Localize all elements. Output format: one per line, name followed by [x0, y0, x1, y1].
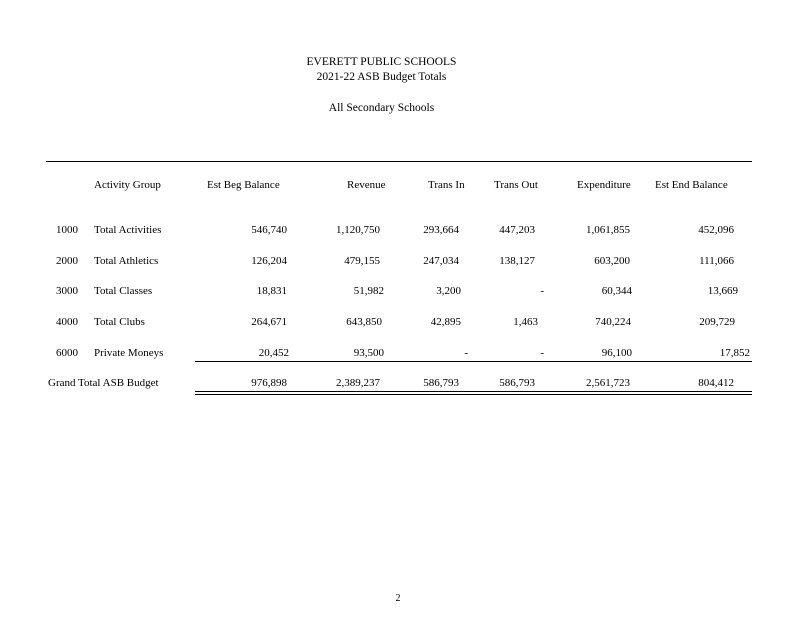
row-rev: 479,155: [344, 255, 380, 267]
col-expenditure: Expenditure: [577, 179, 631, 191]
row-code: 4000: [56, 316, 78, 328]
row-code: 3000: [56, 285, 78, 297]
double-rule-top: [195, 391, 752, 392]
row-beg: 126,204: [251, 255, 287, 267]
row-tin: -: [464, 347, 468, 359]
col-est-end-balance: Est End Balance: [655, 179, 728, 191]
row-beg: 20,452: [258, 347, 289, 359]
top-rule: [46, 161, 752, 162]
row-group: Total Clubs: [94, 316, 145, 328]
row-end: 13,669: [707, 285, 738, 297]
row-tin: 293,664: [423, 224, 459, 236]
grand-total-label: Grand Total ASB Budget: [48, 377, 159, 389]
row-exp: 1,061,855: [586, 224, 630, 236]
row-beg: 264,671: [251, 316, 287, 328]
row-code: 1000: [56, 224, 78, 236]
row-code: 2000: [56, 255, 78, 267]
row-group: Private Moneys: [94, 347, 164, 359]
report-subtitle: All Secondary Schools: [328, 102, 435, 114]
row-code: 6000: [56, 347, 78, 359]
col-est-beg-balance: Est Beg Balance: [207, 179, 280, 191]
row-rev: 51,982: [353, 285, 384, 297]
total-rev: 2,389,237: [336, 377, 380, 389]
row-tout: -: [540, 347, 544, 359]
row-rev: 643,850: [346, 316, 382, 328]
row-tin: 3,200: [436, 285, 461, 297]
row-end: 111,066: [699, 255, 734, 267]
total-beg: 976,898: [251, 377, 287, 389]
total-tout: 586,793: [499, 377, 535, 389]
col-revenue: Revenue: [347, 179, 386, 191]
row-tout: 138,127: [499, 255, 535, 267]
col-trans-out: Trans Out: [494, 179, 538, 191]
row-rev: 1,120,750: [336, 224, 380, 236]
row-tout: -: [540, 285, 544, 297]
row-end: 452,096: [698, 224, 734, 236]
page-number: 2: [395, 593, 401, 604]
col-trans-in: Trans In: [428, 179, 465, 191]
row-exp: 603,200: [594, 255, 630, 267]
row-group: Total Activities: [94, 224, 162, 236]
col-activity-group: Activity Group: [94, 179, 161, 191]
row-end: 17,852: [719, 347, 750, 359]
row-end: 209,729: [699, 316, 735, 328]
row-group: Total Athletics: [94, 255, 159, 267]
row-tin: 247,034: [423, 255, 459, 267]
subtotal-rule: [195, 361, 752, 362]
row-beg: 546,740: [251, 224, 287, 236]
report-title: 2021-22 ASB Budget Totals: [316, 71, 447, 83]
row-tin: 42,895: [430, 316, 461, 328]
row-exp: 96,100: [601, 347, 632, 359]
total-tin: 586,793: [423, 377, 459, 389]
row-tout: 447,203: [499, 224, 535, 236]
org-name: EVERETT PUBLIC SCHOOLS: [306, 56, 457, 68]
total-end: 804,412: [698, 377, 734, 389]
row-beg: 18,831: [256, 285, 287, 297]
double-rule-bottom: [195, 394, 752, 395]
row-exp: 60,344: [601, 285, 632, 297]
total-exp: 2,561,723: [586, 377, 630, 389]
row-rev: 93,500: [353, 347, 384, 359]
row-exp: 740,224: [595, 316, 631, 328]
row-group: Total Classes: [94, 285, 153, 297]
row-tout: 1,463: [513, 316, 538, 328]
